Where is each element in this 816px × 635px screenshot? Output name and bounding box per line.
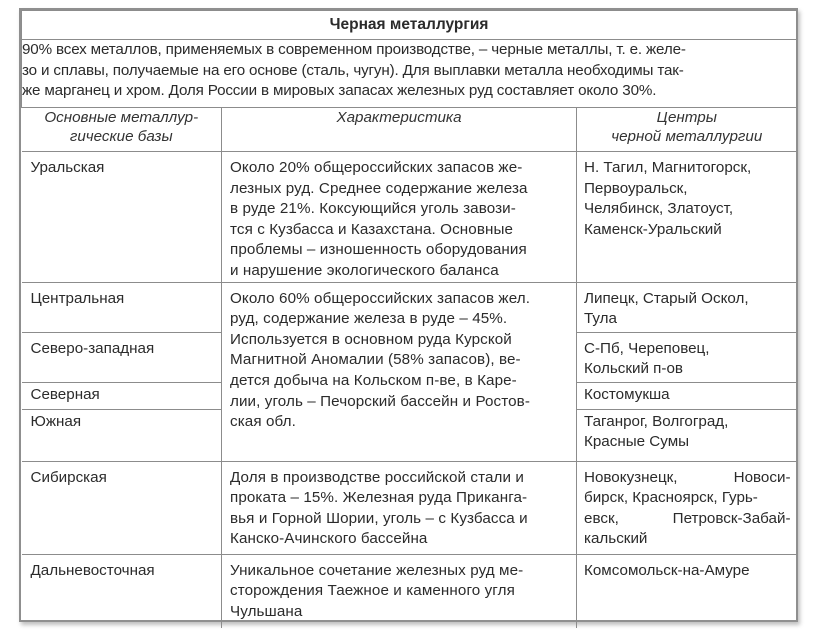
characteristic-fareast (222, 554, 577, 628)
intro-row (22, 40, 797, 108)
base-north: Северная (22, 382, 222, 409)
table-row (22, 554, 797, 628)
table-title: Черная металлургия (22, 11, 797, 40)
text-line: Каменск-Уральский (584, 220, 722, 238)
title-row (22, 11, 797, 40)
text-line (584, 509, 791, 530)
text-line: Таганрог, Волгоград, (584, 412, 729, 430)
text-line: бирск, Красноярск, Гурь- (584, 489, 758, 507)
text-line: Магнитной Аномалии (58% запасов), ве- (230, 351, 521, 369)
text-line: и нарушение экологического баланса (230, 261, 499, 279)
text-fragment: Новокузнецк, (584, 468, 678, 486)
text-line: лии, уголь – Печорский бассейн и Ростов- (230, 392, 531, 410)
header-bases (22, 108, 222, 152)
text-fragment: Новоси- (733, 468, 791, 486)
text-line: кальский (584, 530, 648, 548)
text-line: Кольский п-ов (584, 360, 683, 378)
text-line: тся с Кузбасса и Казахстана. Основные (230, 220, 514, 238)
base-ural: Уральская (22, 152, 222, 283)
text-line: Чульшана (230, 602, 303, 620)
text-line: Около 60% общероссийских запасов жел. (230, 289, 531, 307)
characteristic-european (222, 282, 577, 461)
intro-line: зо и сплавы, получаемые на его основе (сталь, чугун). Для выплавки металла необходимы так- (22, 61, 684, 79)
text-line: Липецк, Старый Оскол, (584, 289, 749, 307)
text-line: ская обл. (230, 413, 296, 431)
text-line: Костомукша (584, 385, 670, 403)
centers-fareast (577, 554, 797, 628)
intro-line: же марганец и хром. Доля России в мировых запасах железных руд составляет около 30%. (22, 82, 657, 100)
text-line: Около 20% общероссийских запасов же- (230, 159, 523, 176)
header-bases-line: Основные металлур- (44, 109, 199, 126)
base-northwest: Северо-западная (22, 332, 222, 382)
intro-line: 90% всех металлов, применяемых в современном производстве, – черные металлы, т. е. желе- (22, 41, 686, 58)
metallurgy-table-card (19, 8, 798, 622)
text-line: в руде 21%. Коксующийся уголь завози- (230, 200, 516, 218)
centers-ural (577, 152, 797, 283)
centers-northwest (577, 332, 797, 382)
header-centers-line: черной металлургии (611, 128, 763, 145)
centers-central (577, 282, 797, 332)
header-bases-line: гические базы (69, 128, 173, 145)
metallurgy-table (21, 10, 797, 628)
header-centers (577, 108, 797, 152)
centers-south (577, 409, 797, 461)
table-row (22, 152, 797, 283)
text-line: Канско-Ачинского бассейна (230, 530, 428, 548)
header-centers-line: Центры (656, 109, 717, 126)
header-characteristic: Характеристика (222, 108, 577, 152)
text-line: лезных руд. Среднее содержание железа (230, 179, 528, 197)
characteristic-ural (222, 152, 577, 283)
text-line: Н. Тагил, Магнитогорск, (584, 159, 752, 176)
text-fragment: евск, (584, 509, 619, 527)
text-line: Уникальное сочетание железных руд ме- (230, 561, 524, 579)
characteristic-siberian (222, 461, 577, 554)
text-line: сторождения Таежное и каменного угля (230, 582, 515, 600)
table-row (22, 461, 797, 554)
table-row (22, 282, 797, 332)
centers-north (577, 382, 797, 409)
text-line: проблемы – изношенность оборудования (230, 241, 527, 259)
text-line: проката – 15%. Железная руда Приканга- (230, 489, 528, 507)
text-line: Красные Сумы (584, 433, 690, 451)
intro-text (22, 40, 797, 108)
base-central: Центральная (22, 282, 222, 332)
text-line: С-Пб, Череповец, (584, 339, 710, 357)
text-line: дется добыча на Кольском п-ве, в Каре- (230, 371, 517, 389)
base-siberian: Сибирская (22, 461, 222, 554)
text-line: Тула (584, 310, 617, 328)
text-line: Комсомольск-на-Амуре (584, 561, 750, 579)
text-line: Первоуральск, (584, 179, 688, 197)
base-south: Южная (22, 409, 222, 461)
header-row (22, 108, 797, 152)
text-line (584, 468, 791, 489)
base-fareast: Дальневосточная (22, 554, 222, 628)
text-fragment: Петровск-Забай- (672, 509, 791, 527)
centers-siberian (577, 461, 797, 554)
text-line: Доля в производстве российской стали и (230, 468, 524, 486)
text-line: вья и Горной Шории, уголь – с Кузбасса и (230, 509, 528, 527)
text-line: руд, содержание железа в руде – 45%. (230, 310, 508, 328)
text-line: Челябинск, Златоуст, (584, 200, 734, 218)
text-line: Используется в основном руда Курской (230, 330, 512, 348)
